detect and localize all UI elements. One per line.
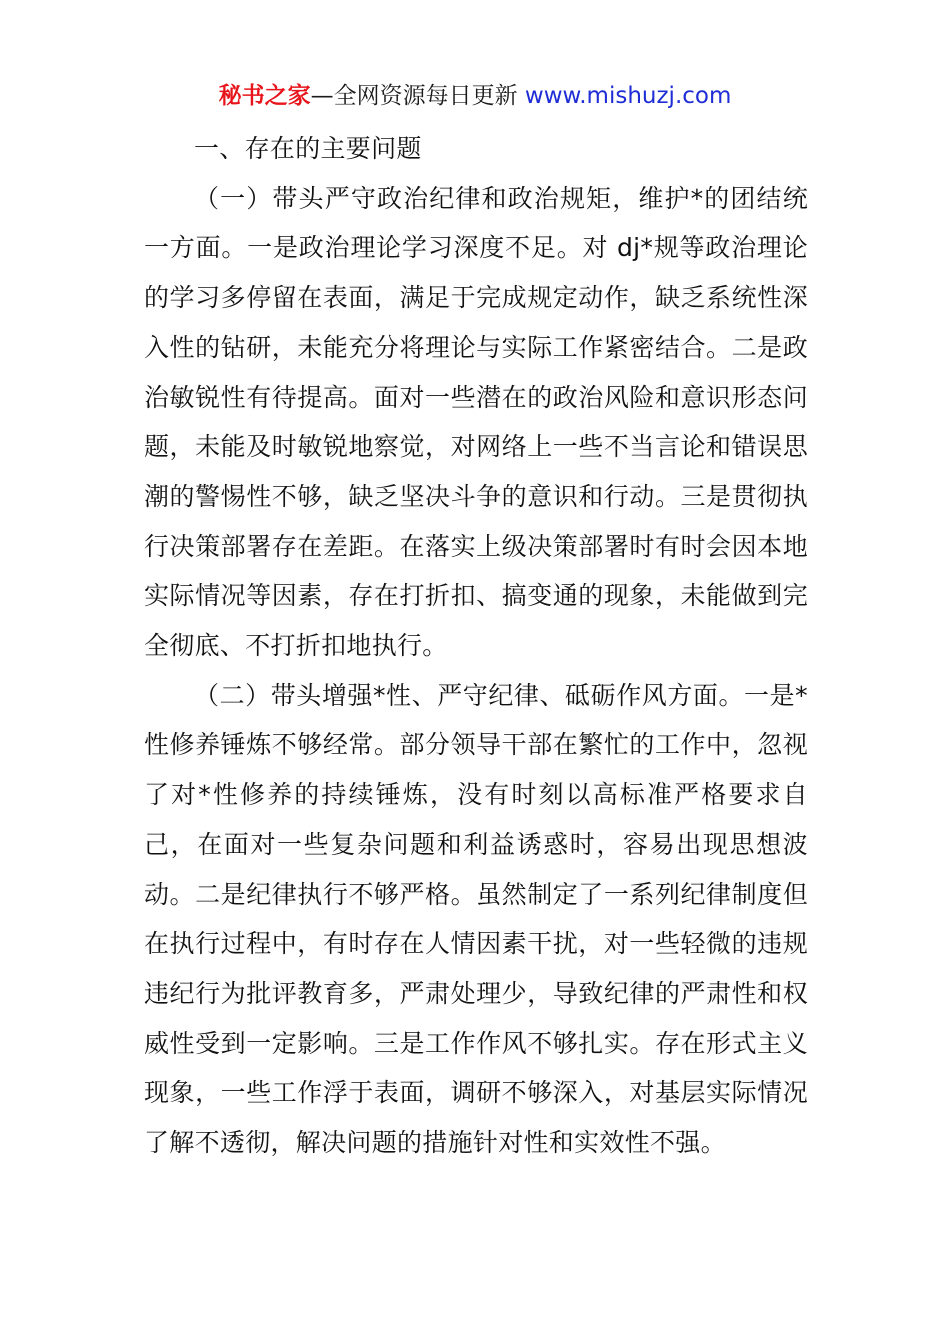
brand-name: 秘书之家 xyxy=(218,83,311,109)
document-body xyxy=(144,124,808,1168)
paragraph-one: （一）带头严守政治纪律和政治规矩，维护*的团结统一方面。一是政治理论学习深度不足。对 dj*规等政治理论的学习多停留在表面，满足于完成规定动作，缺乏系统性深入性的钻研，未能充分将理论与实际工作紧密结合。二是政治敏锐性有待提高。面对一些潜在的政治风险和意识形态问题，未能及时敏锐地察觉，对网络上一些不当言论和错误思潮的警惕性不够，缺乏坚决斗争的意识和行动。三是贯彻执行决策部署存在差距。在落实上级决策部署时有时会因本地实际情况等因素，存在打折扣、搞变通的现象，未能做到完全彻底、不打折扣地执行。 xyxy=(144,183,808,661)
site-url-link[interactable]: www.mishuzj.com xyxy=(524,83,732,109)
paragraph-two: （二）带头增强*性、严守纪律、砥砺作风方面。一是*性修养锤炼不够经常。部分领导干部在繁忙的工作中，忽视了对*性修养的持续锤炼，没有时刻以高标准严格要求自己，在面对一些复杂问题和利益诱惑时，容易出现思想波动。二是纪律执行不够严格。虽然制定了一系列纪律制度但在执行过程中，有时存在人情因素干扰，对一些轻微的违规违纪行为批评教育多，严肃处理少，导致纪律的严肃性和权威性受到一定影响。三是工作作风不够扎实。存在形式主义现象，一些工作浮于表面，调研不够深入，对基层实际情况了解不透彻，解决问题的措施针对性和实效性不强。 xyxy=(144,680,808,1158)
site-header xyxy=(0,80,950,112)
section-heading: 一、存在的主要问题 xyxy=(194,134,422,163)
header-tagline: —全网资源每日更新 xyxy=(310,83,525,109)
